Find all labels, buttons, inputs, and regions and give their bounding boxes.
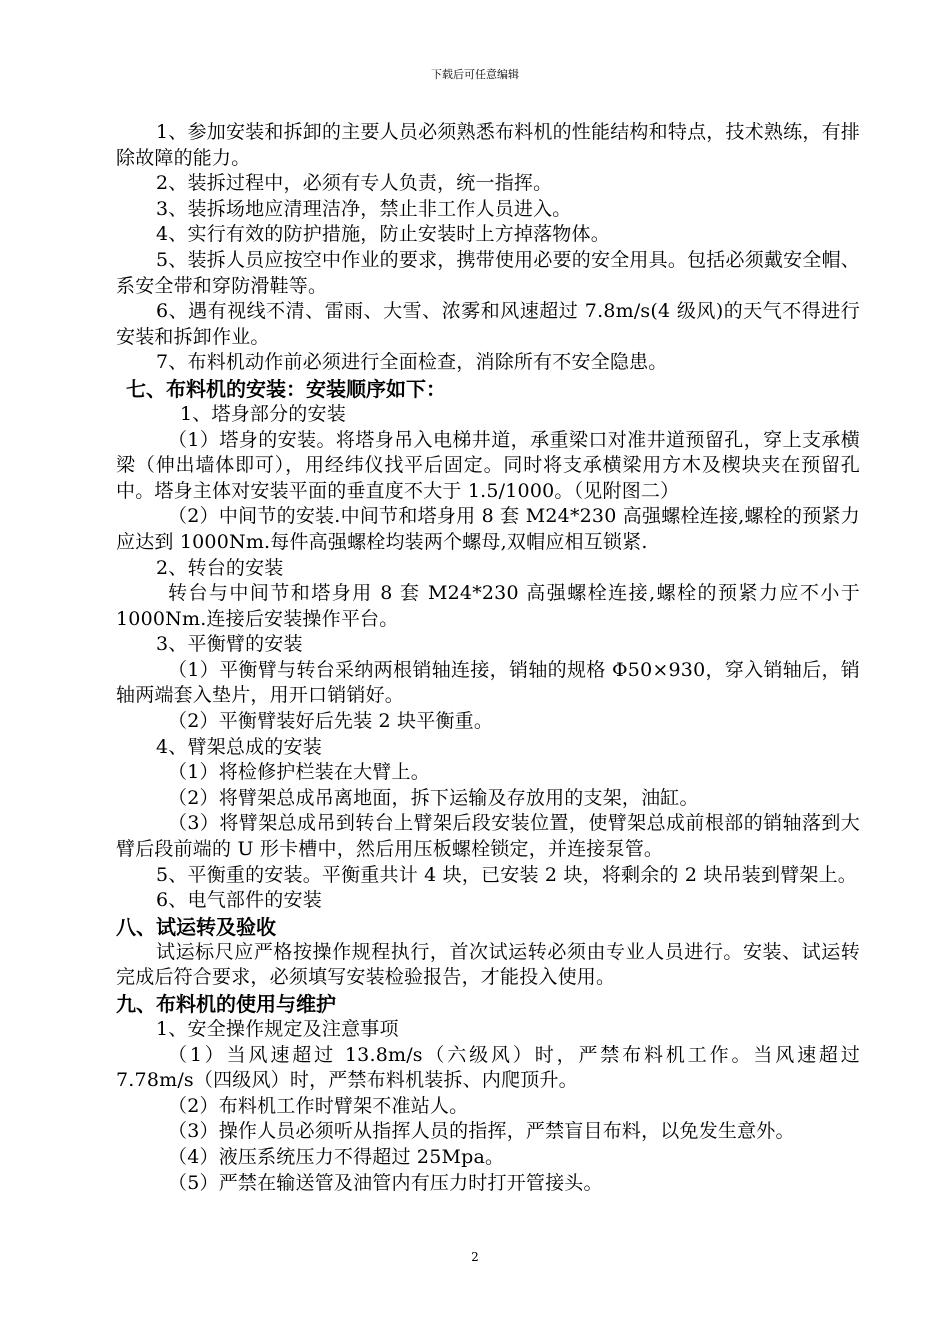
paragraph: （3）操作人员必须听从指挥人员的指挥，严禁盲目布料，以免发生意外。 — [168, 1120, 795, 1143]
paragraph: （2）中间节的安装.中间节和塔身用 8 套 M24*230 高强螺栓连接,螺栓的预紧力应达到 1000Nm.每件高强螺栓均装两个螺母,双帽应相互锁紧. — [116, 505, 860, 553]
section-heading: 九、布料机的使用与维护 — [116, 992, 336, 1016]
page-number: 2 — [471, 1250, 479, 1264]
paragraph: 7、布料机动作前必须进行全面检查，消除所有不安全隐患。 — [156, 351, 668, 374]
paragraph: 6、电气部件的安装 — [156, 889, 322, 912]
paragraph: 2、转台的安装 — [156, 556, 284, 579]
paragraph: 6、遇有视线不清、雷雨、大雪、浓雾和风速超过 7.8m/s(4 级风)的天气不得进行安装和拆卸作业。 — [116, 300, 860, 348]
paragraph: 1、塔身部分的安装 — [180, 402, 346, 425]
paragraph: 5、装拆人员应按空中作业的要求，携带使用必要的安全用具。包括必须戴安全帽、系安全带和穿防滑鞋等。 — [116, 248, 860, 297]
paragraph: 1、安全操作规定及注意事项 — [156, 1018, 399, 1040]
paragraph: （1）塔身的安装。将塔身吊入电梯井道，承重梁口对准井道预留孔，穿上支承横梁（伸出墙体即可），用经纬仪找平后固定。同时将支承横梁用方木及楔块夹在预留孔中。塔身主体对安装平面的垂直度不大于 1.5/1000。（见附图二） — [116, 428, 860, 502]
paragraph: 3、装拆场地应清理洁净，禁止非工作人员进入。 — [156, 197, 572, 220]
paragraph: （2）平衡臂装好后先装 2 块平衡重。 — [168, 710, 494, 733]
paragraph: （2）布料机工作时臂架不准站人。 — [168, 1094, 469, 1117]
header-note: 下载后可任意编辑 — [431, 68, 519, 81]
paragraph: 3、平衡臂的安装 — [156, 633, 303, 656]
paragraph: （1）将检修护栏装在大臂上。 — [168, 761, 430, 784]
paragraph: 转台与中间节和塔身用 8 套 M24*230 高强螺栓连接,螺栓的预紧力应不小于 1000Nm.连接后安装操作平台。 — [116, 582, 860, 630]
paragraph: （5）严禁在输送管及油管内有压力时打开管接头。 — [168, 1171, 603, 1194]
paragraph: 4、臂架总成的安装 — [156, 735, 322, 758]
paragraph: 2、装拆过程中，必须有专人负责，统一指挥。 — [156, 172, 553, 195]
paragraph: 5、平衡重的安装。平衡重共计 4 块，已安装 2 块，将剩余的 2 块吊装到臂架上。 — [156, 863, 857, 886]
paragraph: （1）当风速超过 13.8m/s（六级风）时，严禁布料机工作。当风速超过 7.78m/s（四级风）时，严禁布料机装拆、内爬顶升。 — [116, 1043, 860, 1092]
document-body — [116, 120, 860, 1196]
paragraph: （3）将臂架总成吊到转台上臂架后段安装位置，使臂架总成前根部的销轴落到大臂后段前端的 U 形卡槽中，然后用压板螺栓锁定，并连接泵管。 — [116, 812, 860, 861]
paragraph: 4、实行有效的防护措施，防止安装时上方掉落物体。 — [156, 223, 610, 246]
paragraph: （4）液压系统压力不得超过 25Mpa。 — [168, 1145, 505, 1168]
section-heading: 七、布料机的安装：安装顺序如下： — [126, 376, 446, 401]
section-heading: 八、试运转及验收 — [116, 914, 276, 939]
paragraph: 试运标尺应严格按操作规程执行，首次试运转必须由专业人员进行。安装、试运转完成后符合要求，必须填写安装检验报告，才能投入使用。 — [116, 940, 860, 989]
paragraph: 1、参加安装和拆卸的主要人员必须熟悉布料机的性能结构和特点，技术熟练，有排除故障的能力。 — [116, 121, 860, 169]
paragraph: （1）平衡臂与转台采纳两根销轴连接，销轴的规格 Φ50×930，穿入销轴后，销轴两端套入垫片，用开口销销好。 — [116, 658, 860, 707]
paragraph: （2）将臂架总成吊离地面，拆下运输及存放用的支架，油缸。 — [168, 786, 699, 809]
